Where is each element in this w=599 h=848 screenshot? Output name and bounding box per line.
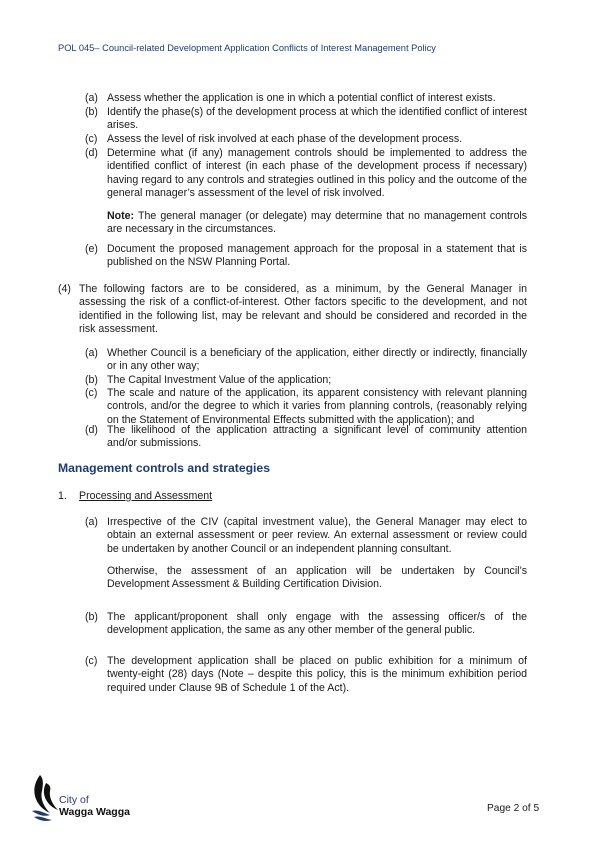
subsection-label: Processing and Assessment — [79, 490, 213, 502]
list-marker: (d) — [85, 147, 98, 159]
list-text: The likelihood of the application attracting a significant level of community attention and/or submissions. — [107, 424, 527, 450]
note-text: The general manager (or delegate) may determine that no management controls are necessary in the circumstances. — [107, 210, 527, 236]
page-header-title: POL 045– Council-related Development Application Conflicts of Interest Management Policy — [58, 43, 436, 53]
list-text: Determine what (if any) management controls should be implemented to address the identified conflict of interest (in each phase of the development process if necessary) having regard to any controls and strategies outlined in this policy and the outcome of the general manager’s assessment of the level of risk involved. — [107, 147, 527, 199]
list-marker: (4) — [58, 283, 71, 295]
note-paragraph — [107, 210, 527, 237]
list-marker: (c) — [85, 387, 98, 399]
logo-wordmark — [59, 795, 130, 818]
list-text: The applicant/proponent shall only engage with the assessing officer/s of the development application, the same as any other member of the general public. — [107, 611, 527, 637]
list-text: Whether Council is a beneficiary of the application, either directly or indirectly, financially or in any other way; — [107, 347, 527, 373]
list-marker: (b) — [85, 611, 98, 623]
section-heading: Management controls and strategies — [58, 461, 270, 475]
list-text: Assess whether the application is one in which a potential conflict of interest exists. — [107, 92, 496, 104]
list-marker: (c) — [85, 655, 98, 667]
list-marker: (a) — [85, 92, 98, 104]
page-number: Page 2 of 5 — [487, 803, 540, 814]
logo-line-2: Wagga Wagga — [59, 805, 130, 818]
list-marker: (c) — [85, 133, 98, 145]
list-marker: (b) — [85, 106, 98, 118]
note-label: Note: — [107, 210, 135, 222]
list-marker: 1. — [58, 490, 67, 502]
list-marker: (d) — [85, 424, 98, 436]
list-text: The Capital Investment Value of the application; — [107, 374, 332, 386]
list-marker: (b) — [85, 374, 98, 386]
logo-line-1: City of — [59, 794, 89, 806]
list-text: Otherwise, the assessment of an application will be undertaken by Council’s Development Assessment & Building Certification Division. — [107, 565, 527, 591]
list-text: The following factors are to be considered, as a minimum, by the General Manager in assessing the risk of a conflict-of-interest. Other factors specific to the development, and not identified in the following list, may be relevant and should be considered and recorded in the risk assessment. — [79, 283, 527, 335]
list-text: Irrespective of the CIV (capital investment value), the General Manager may elect to obtain an external assessment or peer review. An external assessment or review could be undertaken by another Council or an independent planning consultant. — [107, 516, 527, 555]
list-text: The scale and nature of the application, its apparent consistency with relevant planning controls, and/or the degree to which it varies from planning controls, (reasonably relying on the Statement of Environmental Effects submitted with the application); and — [107, 387, 527, 426]
list-text: The development application shall be placed on public exhibition for a minimum of twenty-eight (28) days (Note – despite this policy, this is the minimum exhibition period required under Clause 9B of Schedule 1 of the Act). — [107, 655, 527, 694]
list-text: Assess the level of risk involved at each phase of the development process. — [107, 133, 463, 145]
list-marker: (e) — [85, 243, 98, 255]
list-text: Identify the phase(s) of the development process at which the identified conflict of interest arises. — [107, 106, 527, 132]
list-marker: (a) — [85, 516, 98, 528]
list-text: Document the proposed management approach for the proposal in a statement that is published on the NSW Planning Portal. — [107, 243, 527, 269]
list-marker: (a) — [85, 347, 98, 359]
